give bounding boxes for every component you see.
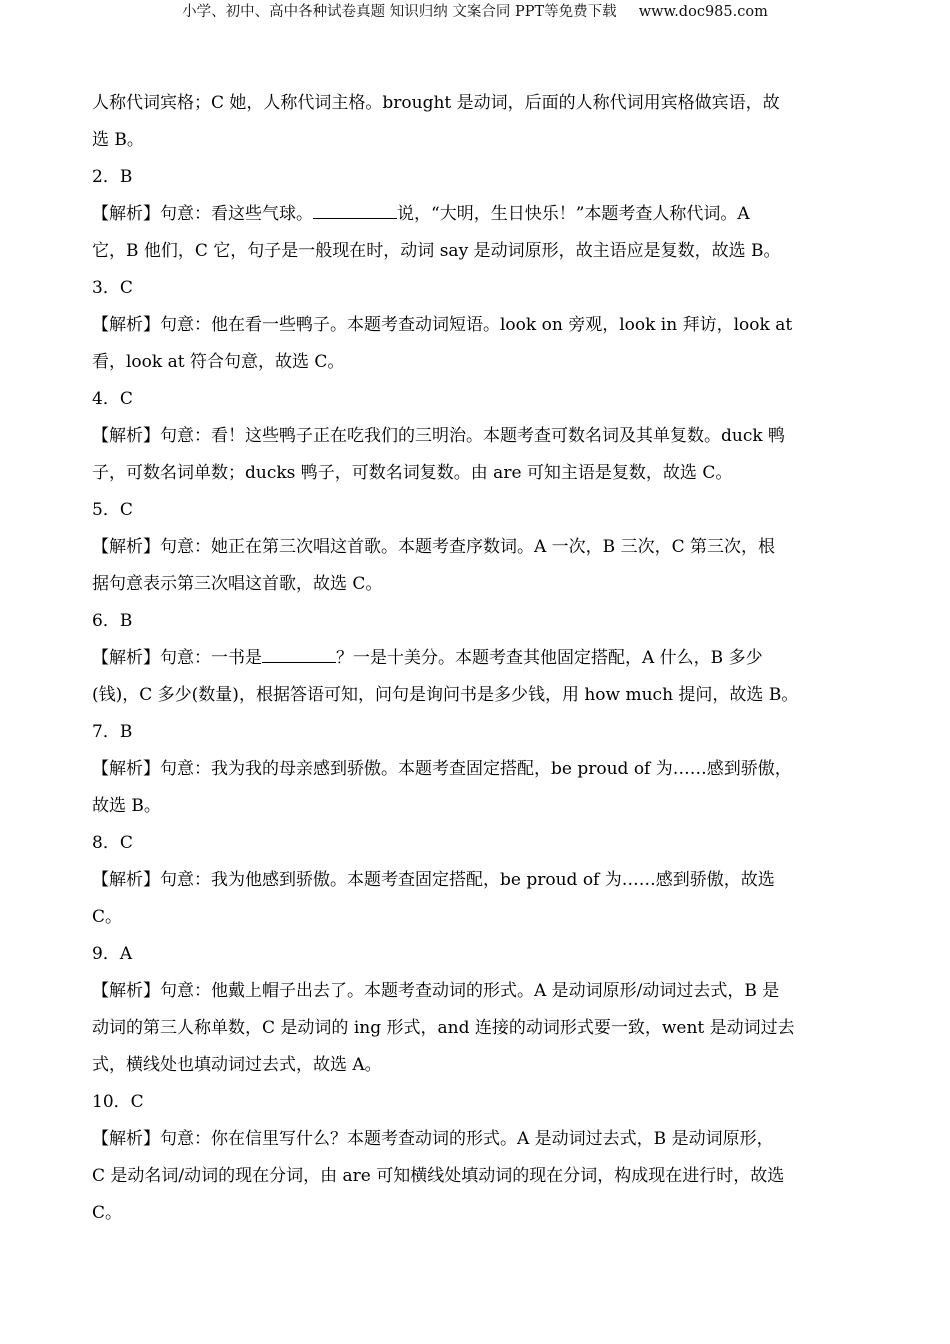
text-line [92, 640, 862, 677]
answer-number: 2．B [92, 167, 133, 187]
text-line: 人称代词宾格；C 她，人称代词主格。brought 是动词，后面的人称代词用宾格做宾语，故 [92, 93, 780, 113]
text-line: 【解析】句意：看！这些鸭子正在吃我们的三明治。本题考查可数名词及其单复数。duck 鸭 [92, 426, 786, 446]
text-line: 【解析】句意：她正在第三次唱这首歌。本题考查序数词。A 一次，B 三次，C 第三次，根 [92, 537, 775, 557]
fill-blank [313, 200, 397, 219]
page-header [0, 2, 950, 22]
text-line: 【解析】句意：我为我的母亲感到骄傲。本题考查固定搭配，be proud of 为……感到骄傲， [92, 759, 792, 779]
text-line: (钱)，C 多少(数量)，根据答语可知，问句是询问书是多少钱，用 how much 提问，故选 B。 [92, 685, 799, 705]
text-line: C。 [92, 1203, 123, 1223]
text-line: 据句意表示第三次唱这首歌，故选 C。 [92, 574, 383, 594]
text-line: 【解析】句意：他戴上帽子出去了。本题考查动词的形式。A 是动词原形/动词过去式，B 是 [92, 981, 780, 1001]
text-line: C 是动名词/动词的现在分词，由 are 可知横线处填动词的现在分词，构成现在进行时，故选 [92, 1166, 785, 1186]
text-line: 故选 B。 [92, 796, 161, 816]
text-line: 式，横线处也填动词过去式，故选 A。 [92, 1055, 382, 1075]
header-site-link[interactable]: www.doc985.com [638, 4, 768, 20]
text-segment: 说，“大明，生日快乐！”本题考查人称代词。A [397, 204, 750, 224]
fill-blank [262, 644, 336, 663]
text-segment: 【解析】句意：一书是 [92, 648, 262, 668]
answer-number: 3．C [92, 278, 133, 298]
answer-number: 9．A [92, 944, 133, 964]
text-line: 选 B。 [92, 130, 144, 150]
text-line: 子，可数名词单数；ducks 鸭子，可数名词复数。由 are 可知主语是复数，故选 C。 [92, 463, 733, 483]
answer-number: 6．B [92, 611, 133, 631]
answer-number: 7．B [92, 722, 133, 742]
text-line: 动词的第三人称单数，C 是动词的 ing 形式，and 连接的动词形式要一致，went 是动词过去 [92, 1018, 795, 1038]
answer-number: 10．C [92, 1092, 144, 1112]
answer-number: 4．C [92, 389, 133, 409]
header-text: 小学、初中、高中各种试卷真题 知识归纳 文案合同 PPT等免费下载 [182, 4, 617, 20]
text-line: C。 [92, 907, 123, 927]
text-line: 【解析】句意：他在看一些鸭子。本题考查动词短语。look on 旁观，look in 拜访，look at [92, 315, 793, 335]
text-segment: 【解析】句意：看这些气球。 [92, 204, 313, 224]
text-line: 它，B 他们，C 它，句子是一般现在时，动词 say 是动词原形，故主语应是复数，故选 B。 [92, 241, 781, 261]
answer-explanations [92, 85, 862, 1232]
answer-number: 5．C [92, 500, 133, 520]
text-line: 【解析】句意：你在信里写什么？本题考查动词的形式。A 是动词过去式，B 是动词原形， [92, 1129, 774, 1149]
answer-number: 8．C [92, 833, 133, 853]
text-segment: ？一是十美分。本题考查其他固定搭配，A 什么，B 多少 [336, 648, 763, 668]
text-line: 看，look at 符合句意，故选 C。 [92, 352, 345, 372]
text-line [92, 196, 862, 233]
text-line: 【解析】句意：我为他感到骄傲。本题考查固定搭配，be proud of 为……感到骄傲，故选 [92, 870, 775, 890]
